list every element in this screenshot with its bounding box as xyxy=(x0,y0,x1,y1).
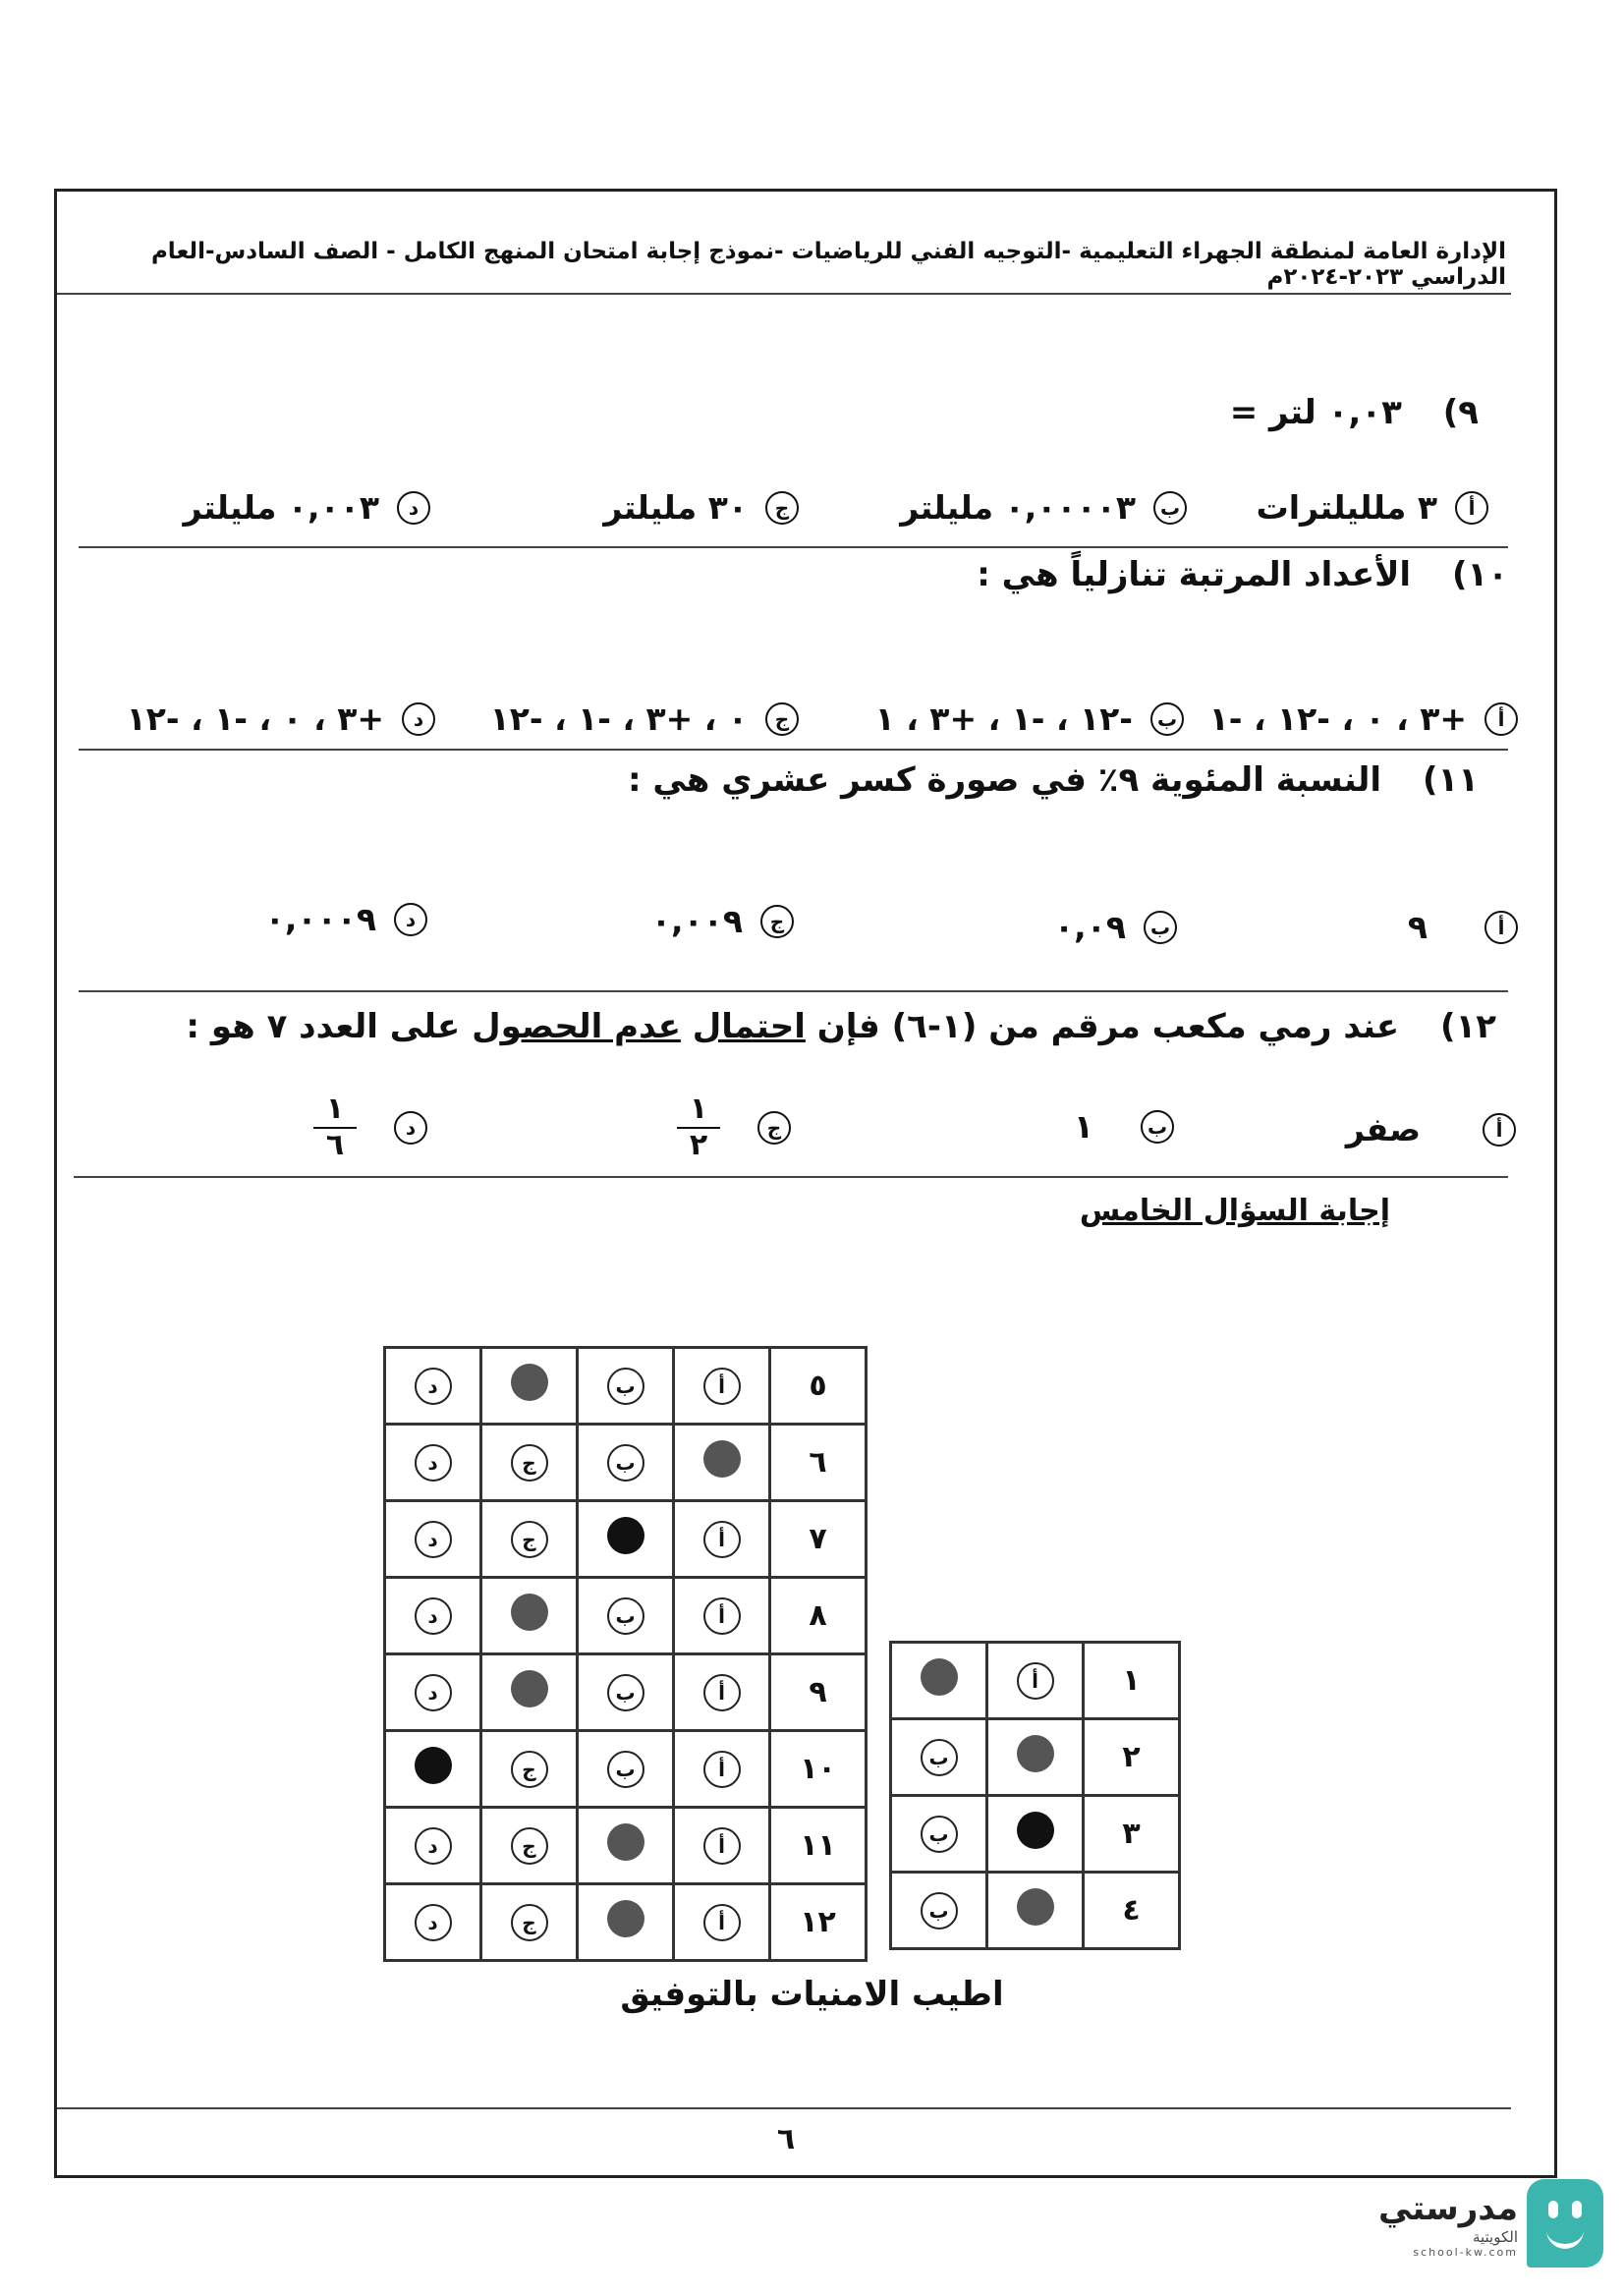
option-text: ٩ xyxy=(1407,908,1428,946)
question-number-cell: ١٢ xyxy=(770,1884,867,1961)
question-number-cell: ١١ xyxy=(770,1808,867,1884)
letter-b-circle: ب xyxy=(921,1739,958,1776)
grid-row xyxy=(891,1873,1180,1949)
q12-option-d[interactable] xyxy=(313,1092,427,1162)
logo-main-text: مدرستي xyxy=(1378,2189,1518,2228)
letter-a-circle: أ xyxy=(1484,702,1518,736)
answer-grid-large xyxy=(383,1346,868,1962)
answer-grid-small xyxy=(889,1641,1181,1950)
exam-header: الإدارة العامة لمنطقة الجهراء التعليمية -التوجيه الفني للرياضيات -نموذج إجابة امتحان المنهج الكامل - الصف السادس-العام الدراسي ٢٠٢٣-٢٠٢٤م xyxy=(150,239,1506,290)
letter-c-circle: ج xyxy=(511,1904,548,1941)
question-number-cell: ٥ xyxy=(770,1348,867,1425)
letter-a-circle: أ xyxy=(703,1751,741,1788)
answer-cell-a[interactable] xyxy=(674,1884,770,1961)
answer-cell-b[interactable] xyxy=(578,1654,674,1731)
site-logo xyxy=(1375,2171,1611,2279)
option-text: +٣ ، ٠ ، -١٢ ، -١ xyxy=(1208,700,1467,738)
letter-d-circle: د xyxy=(394,903,427,936)
answer-cell-b[interactable] xyxy=(578,1578,674,1654)
q12-option-a[interactable] xyxy=(1346,1110,1516,1148)
answer-cell-c[interactable] xyxy=(481,1731,578,1808)
letter-d-circle: د xyxy=(394,1111,427,1145)
answer-cell-a[interactable] xyxy=(674,1501,770,1578)
question-underlined-not-getting: عدم الحصول xyxy=(472,1007,681,1046)
filled-answer-dot xyxy=(703,1440,741,1478)
q11-option-a[interactable] xyxy=(1408,908,1518,946)
question-text: ٠,٠٣ لتر = xyxy=(1229,393,1402,432)
question-number: ٩) xyxy=(1442,393,1479,432)
letter-c-circle: ج xyxy=(760,905,794,938)
grid-row xyxy=(385,1578,867,1654)
answer-cell-a[interactable] xyxy=(674,1654,770,1731)
question-text: النسبة المئوية ٩٪ في صورة كسر عشري هي : xyxy=(627,760,1382,800)
answer-cell-a[interactable] xyxy=(987,1873,1084,1949)
letter-a-circle: أ xyxy=(703,1521,741,1558)
letter-c-circle: ج xyxy=(511,1827,548,1865)
filled-answer-dot xyxy=(607,1517,644,1554)
letter-a-circle: أ xyxy=(1455,491,1488,525)
grid-row xyxy=(385,1348,867,1425)
answer-cell-b[interactable] xyxy=(891,1796,987,1873)
question-number-cell: ٩ xyxy=(770,1654,867,1731)
answer-cell-b[interactable] xyxy=(578,1808,674,1884)
divider xyxy=(79,546,1508,548)
letter-a-circle: أ xyxy=(1484,911,1518,944)
question-text-part: عند رمي مكعب مرقم من (١-٦) فإن xyxy=(805,1007,1400,1046)
filled-answer-dot xyxy=(1017,1735,1054,1772)
q12-option-c[interactable] xyxy=(677,1092,791,1162)
option-text: ٠,٠٠٠٩ xyxy=(264,900,376,938)
filled-answer-dot xyxy=(511,1364,548,1401)
option-text: صفر xyxy=(1345,1110,1421,1148)
option-text: ٠,٠٠٣ مليلتر xyxy=(183,488,379,527)
filled-answer-dot xyxy=(607,1900,644,1937)
answer-cell-b[interactable] xyxy=(578,1501,674,1578)
answer-cell-d[interactable] xyxy=(385,1501,481,1578)
answer-cell-d[interactable] xyxy=(385,1425,481,1501)
filled-answer-dot xyxy=(415,1747,452,1784)
q9-option-b[interactable] xyxy=(900,488,1187,527)
letter-d-circle: د xyxy=(415,1597,452,1635)
question-11 xyxy=(628,760,1479,800)
letter-d-circle: د xyxy=(415,1827,452,1865)
filled-answer-dot xyxy=(1017,1888,1054,1926)
question-text: الأعداد المرتبة تنازلياً هي : xyxy=(977,555,1412,594)
question-12 xyxy=(186,1007,1496,1046)
letter-d-circle: د xyxy=(415,1904,452,1941)
question-number: ١٠) xyxy=(1451,555,1508,594)
letter-a-circle: أ xyxy=(703,1674,741,1711)
letter-a-circle: أ xyxy=(703,1904,741,1941)
letter-d-circle: د xyxy=(415,1674,452,1711)
answer-cell-a[interactable] xyxy=(987,1719,1084,1796)
question-9 xyxy=(1230,393,1479,432)
q9-option-c[interactable] xyxy=(603,488,799,527)
option-text: -١٢ ، -١ ، +٣ ، ١ xyxy=(874,700,1133,738)
answer-cell-b[interactable] xyxy=(578,1884,674,1961)
grid-row xyxy=(385,1425,867,1501)
question-10 xyxy=(977,555,1508,594)
answer-cell-b[interactable] xyxy=(578,1348,674,1425)
q9-option-a[interactable] xyxy=(1257,488,1488,527)
answer-cell-c[interactable] xyxy=(481,1654,578,1731)
q12-option-b[interactable] xyxy=(1074,1107,1174,1146)
answer-cell-d[interactable] xyxy=(385,1348,481,1425)
question-number-cell: ٧ xyxy=(770,1501,867,1578)
letter-d-circle: د xyxy=(415,1444,452,1482)
filled-answer-dot xyxy=(511,1594,548,1631)
question-number-cell: ٨ xyxy=(770,1578,867,1654)
page-number: ٦ xyxy=(776,2122,796,2156)
letter-c-circle: ج xyxy=(757,1111,791,1145)
letter-a-circle: أ xyxy=(703,1827,741,1865)
answer-cell-d[interactable] xyxy=(385,1884,481,1961)
letter-a-circle: أ xyxy=(1017,1662,1054,1700)
answer-cell-c[interactable] xyxy=(481,1425,578,1501)
grid-row xyxy=(891,1796,1180,1873)
option-text: ٠ ، +٣ ، -١ ، -١٢ xyxy=(489,700,748,738)
filled-answer-dot xyxy=(1017,1812,1054,1849)
answer-cell-d[interactable] xyxy=(385,1731,481,1808)
filled-answer-dot xyxy=(607,1823,644,1861)
option-text: ٣٠ مليلتر xyxy=(603,488,748,527)
closing-wish: اطيب الامنيات بالتوفيق xyxy=(620,1975,1004,2014)
grid-row xyxy=(891,1643,1180,1719)
letter-a-circle: أ xyxy=(703,1597,741,1635)
letter-b-circle: ب xyxy=(1153,491,1187,525)
q9-option-d[interactable] xyxy=(184,488,430,527)
letter-a-circle: أ xyxy=(1483,1113,1516,1147)
answer-cell-c[interactable] xyxy=(481,1578,578,1654)
header-divider xyxy=(57,293,1511,295)
answer-cell-c[interactable] xyxy=(481,1501,578,1578)
letter-a-circle: أ xyxy=(703,1368,741,1405)
letter-b-circle: ب xyxy=(921,1816,958,1853)
grid-row xyxy=(385,1808,867,1884)
answer-cell-c[interactable] xyxy=(481,1884,578,1961)
letter-c-circle: ج xyxy=(511,1751,548,1788)
q10-option-c[interactable] xyxy=(490,700,799,738)
question-text-part: على العدد ٧ هو : xyxy=(186,1007,473,1046)
letter-b-circle: ب xyxy=(1141,1110,1174,1144)
answer-cell-a[interactable] xyxy=(674,1578,770,1654)
divider xyxy=(79,990,1508,992)
letter-b-circle: ب xyxy=(607,1674,644,1711)
footer-divider xyxy=(57,2107,1511,2109)
option-text: ٣ ملليلترات xyxy=(1256,488,1437,527)
q10-option-b[interactable] xyxy=(875,700,1184,738)
option-text: ٠,٠٩ xyxy=(1054,908,1126,946)
divider xyxy=(79,749,1508,751)
option-text: ١ xyxy=(1073,1107,1093,1146)
question-number-cell: ٤ xyxy=(1084,1873,1180,1949)
answer-cell-a[interactable] xyxy=(987,1796,1084,1873)
answer-cell-b[interactable] xyxy=(578,1425,674,1501)
answer-cell-b[interactable] xyxy=(578,1731,674,1808)
letter-b-circle: ب xyxy=(607,1597,644,1635)
letter-b-circle: ب xyxy=(607,1751,644,1788)
letter-b-circle: ب xyxy=(1150,702,1184,736)
letter-c-circle: ج xyxy=(511,1521,548,1558)
answer-cell-d[interactable] xyxy=(385,1654,481,1731)
fraction-half: $\frac{١}{٢}$ xyxy=(677,1092,720,1162)
letter-b-circle: ب xyxy=(607,1444,644,1482)
divider xyxy=(74,1176,1508,1178)
letter-d-circle: د xyxy=(397,491,430,525)
question-number-cell: ١٠ xyxy=(770,1731,867,1808)
question-number-cell: ١ xyxy=(1084,1643,1180,1719)
answer-cell-c[interactable] xyxy=(481,1348,578,1425)
letter-c-circle: ج xyxy=(765,702,799,736)
filled-answer-dot xyxy=(921,1658,958,1696)
question-number-cell: ٦ xyxy=(770,1425,867,1501)
q10-option-a[interactable] xyxy=(1209,700,1518,738)
filled-answer-dot xyxy=(511,1670,548,1707)
letter-c-circle: ج xyxy=(765,491,799,525)
q10-option-d[interactable] xyxy=(127,700,435,738)
question-number: ١١) xyxy=(1422,760,1479,800)
logo-sub-text: الكويتية xyxy=(1472,2228,1518,2246)
option-text: ٠,٠٠٠٠٣ مليلتر xyxy=(900,488,1136,527)
answer-cell-b[interactable] xyxy=(891,1643,987,1719)
answer-cell-b[interactable] xyxy=(891,1719,987,1796)
letter-b-circle: ب xyxy=(607,1368,644,1405)
question-underlined-probability: احتمال xyxy=(692,1007,806,1046)
letter-d-circle: د xyxy=(415,1368,452,1405)
option-text: ٠,٠٠٩ xyxy=(650,902,743,940)
grid-row xyxy=(385,1884,867,1961)
answer-cell-d[interactable] xyxy=(385,1578,481,1654)
letter-c-circle: ج xyxy=(511,1444,548,1482)
answer-cell-a[interactable] xyxy=(674,1808,770,1884)
q11-option-c[interactable] xyxy=(651,902,794,940)
letter-d-circle: د xyxy=(402,702,435,736)
letter-b-circle: ب xyxy=(1144,911,1177,944)
grid-row xyxy=(385,1654,867,1731)
q11-option-b[interactable] xyxy=(1054,908,1177,946)
smile-badge-icon xyxy=(1527,2179,1603,2267)
letter-b-circle: ب xyxy=(921,1892,958,1930)
answer-cell-a[interactable] xyxy=(674,1425,770,1501)
fraction-sixth: $\frac{١}{٦}$ xyxy=(313,1092,357,1162)
option-text: +٣ ، ٠ ، -١ ، -١٢ xyxy=(126,700,384,738)
logo-url-text: school-kw.com xyxy=(1413,2246,1518,2259)
answer-cell-d[interactable] xyxy=(385,1808,481,1884)
question-number-cell: ٣ xyxy=(1084,1796,1180,1873)
grid-row xyxy=(385,1501,867,1578)
answer-cell-a[interactable] xyxy=(987,1643,1084,1719)
grid-row xyxy=(385,1731,867,1808)
question-number: ١٢) xyxy=(1439,1007,1496,1046)
answer-cell-b[interactable] xyxy=(891,1873,987,1949)
grid-row xyxy=(891,1719,1180,1796)
answer-cell-a[interactable] xyxy=(674,1348,770,1425)
section-title: إجابة السؤال الخامس xyxy=(1079,1194,1390,1228)
letter-d-circle: د xyxy=(415,1521,452,1558)
answer-cell-c[interactable] xyxy=(481,1808,578,1884)
answer-cell-a[interactable] xyxy=(674,1731,770,1808)
question-number-cell: ٢ xyxy=(1084,1719,1180,1796)
q11-option-d[interactable] xyxy=(265,900,427,938)
